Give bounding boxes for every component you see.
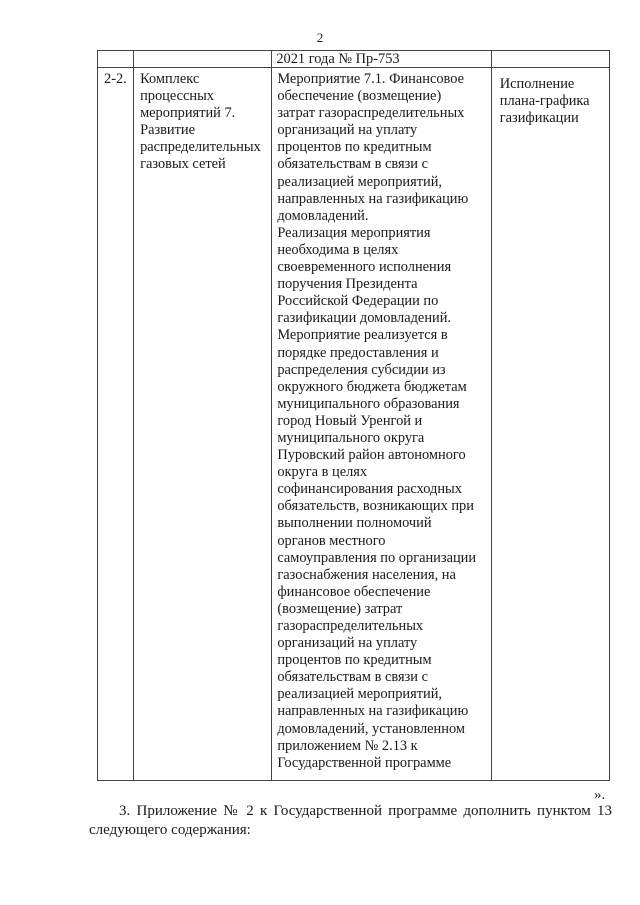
description-line: обязательствам в связи с	[277, 669, 428, 686]
description-line: Государственной программе	[277, 754, 452, 771]
page-number: 2	[316, 30, 324, 45]
description-line: процентов по кредитным	[277, 139, 432, 156]
description-line: газификации домовладений.	[277, 310, 452, 327]
amendment-paragraph	[89, 802, 612, 840]
name-line: Развитие	[140, 122, 196, 139]
description-line: органов местного	[277, 532, 386, 549]
row-name	[134, 68, 271, 174]
description-line: необходима в целях	[277, 241, 399, 258]
row-description-cell	[272, 68, 491, 781]
description-line: направленных на газификацию	[277, 190, 469, 207]
row-number-cell	[98, 68, 134, 781]
description-line: (возмещение) затрат	[277, 600, 403, 617]
description-line: газораспределительных	[277, 618, 424, 634]
description-line: муниципального образования	[277, 395, 460, 412]
row-result	[492, 68, 609, 127]
name-line: процессных	[140, 88, 214, 105]
description-line: финансовое обеспечение	[277, 583, 431, 600]
description-line: процентов по кредитным	[277, 652, 432, 669]
description-line: округа в целях	[277, 464, 368, 481]
description-line: Мероприятие 7.1. Финансовое	[277, 71, 464, 87]
description-line: порядке предоставления и	[277, 344, 439, 361]
header-cell-number	[98, 51, 134, 68]
description-line: распределения субсидии из	[277, 361, 446, 378]
description-line: софинансирования расходных	[277, 481, 462, 498]
paragraph-line-2: следующего содержания:	[89, 822, 251, 838]
result-line: газификации	[499, 110, 579, 127]
description-line: организаций на уплату	[277, 122, 418, 139]
description-line: обязательств, возникающих при	[277, 498, 474, 515]
result-line: плана-графика	[499, 93, 590, 110]
description-line: выполнении полномочий	[277, 515, 432, 532]
row-number: 2-2.	[104, 71, 127, 87]
program-table	[97, 50, 610, 781]
description-line: домовладений.	[277, 207, 369, 224]
header-cell-name	[134, 51, 272, 68]
row-result-cell	[491, 68, 609, 781]
result-line: Исполнение	[499, 76, 575, 92]
description-line: реализацией мероприятий,	[277, 173, 443, 190]
description-line: самоуправления по организации	[277, 549, 477, 566]
description-line: Мероприятие реализуется в	[277, 327, 448, 344]
name-line: газовых сетей	[140, 156, 226, 173]
description-line: затрат газораспределительных	[277, 105, 465, 122]
description-line: приложением № 2.13 к	[277, 737, 418, 754]
header-cell-description: 2021 года № Пр-753	[272, 51, 491, 68]
description-line: Российской Федерации по	[277, 293, 439, 310]
description-line: обязательствам в связи с	[277, 156, 428, 173]
description-line: газоснабжения населения, на	[277, 566, 456, 583]
table-header-row	[98, 51, 610, 68]
row-name-cell	[134, 68, 272, 781]
description-line: город Новый Уренгой и	[277, 412, 423, 429]
description-line: своевременного исполнения	[277, 259, 452, 276]
description-line: домовладений, установленном	[277, 720, 465, 737]
description-line: Пуровский район автономного	[277, 447, 466, 464]
description-line: Реализация мероприятия	[277, 224, 431, 241]
name-line: распределительных	[140, 139, 261, 156]
header-cell-result	[491, 51, 609, 68]
description-line: поручения Президента	[277, 276, 418, 293]
name-line: Комплекс	[140, 71, 200, 87]
description-line: муниципального округа	[277, 429, 425, 446]
table-row	[98, 68, 610, 781]
description-line: окружного бюджета бюджетам	[277, 378, 467, 395]
description-line: направленных на газификацию	[277, 703, 469, 720]
description-line: обеспечение (возмещение)	[277, 88, 442, 105]
row-description	[272, 68, 490, 772]
name-line: мероприятий 7.	[140, 105, 236, 122]
description-line: реализацией мероприятий,	[277, 686, 443, 703]
closing-quote: ».	[594, 787, 606, 803]
paragraph-line-1: 3. Приложение № 2 к Государственной программе дополнить пунктом 13	[119, 803, 612, 819]
description-line: организаций на уплату	[277, 635, 418, 652]
